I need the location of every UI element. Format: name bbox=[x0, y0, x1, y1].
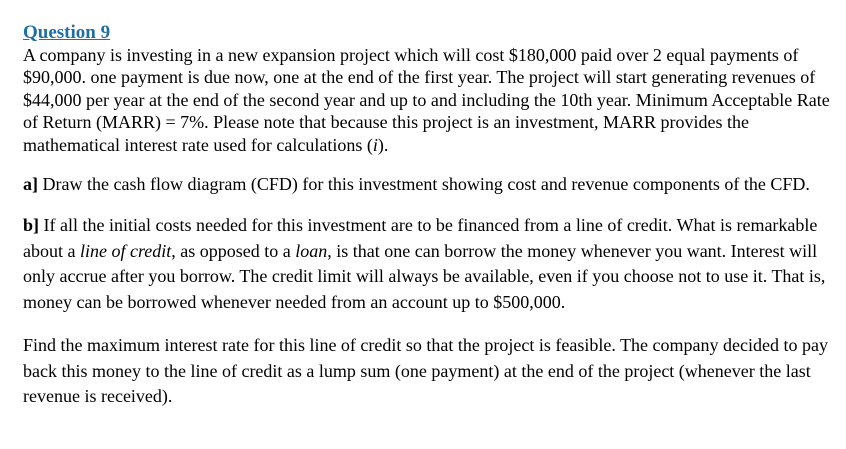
part-b bbox=[23, 213, 839, 315]
part-b-text-3: , is that one can borrow the money whenever you want. Interest will only accrue after you borrow. The credit limit will always be available, even if you choose not to use it. That is, money can be borrowed whenever needed from an account up to $500,000. bbox=[23, 240, 826, 312]
question-intro bbox=[23, 44, 839, 156]
term-line-of-credit: line of credit bbox=[79, 240, 172, 261]
part-b-text-2: , as opposed to a bbox=[171, 240, 296, 261]
part-a-text: Draw the cash flow diagram (CFD) for this investment showing cost and revenue components of the CFD. bbox=[38, 174, 810, 195]
part-a-label: a] bbox=[23, 174, 38, 195]
find-paragraph: Find the maximum interest rate for this line of credit so that the project is feasible. The company decided to pay back this money to the line of credit as a lump sum (one payment) at the end of the project (whenever the last revenue is received). bbox=[23, 335, 828, 407]
part-a bbox=[23, 173, 839, 196]
question-title: Question 9 bbox=[23, 22, 111, 43]
question-document bbox=[23, 22, 839, 410]
part-b-label: b] bbox=[23, 215, 40, 236]
term-loan: loan bbox=[295, 240, 328, 261]
intro-text-1: A company is investing in a new expansion project which will cost $180,000 paid over 2 equal payments of $90,000. one payment is due now, one at the end of the first year. The project will start generating revenues of $44,000 per year at the end of the second year and up to and including the 10th year. Minimum Acceptable Rate of Return (MARR) = 7%. Please note that because this project is an investment, MARR provides the mathematical interest rate used for calculations ( bbox=[23, 45, 830, 155]
part-b-text-1: If all the initial costs needed for this investment are to be financed from a line of credit. What is remarkable about a bbox=[23, 215, 818, 261]
interest-variable: i bbox=[372, 134, 378, 155]
intro-text-2: ). bbox=[377, 134, 389, 155]
